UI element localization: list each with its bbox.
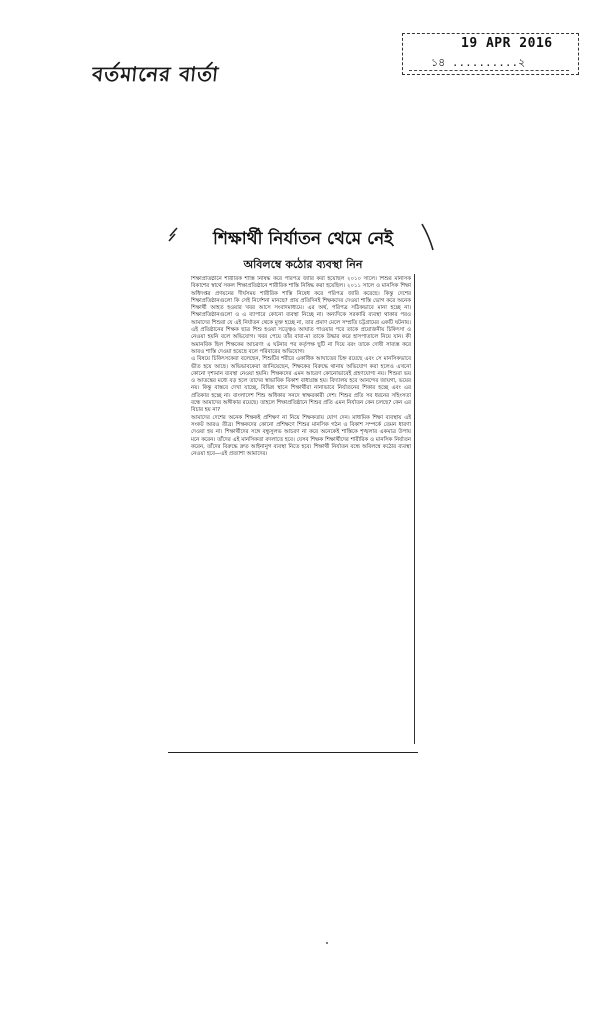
article-headline: শিক্ষার্থী নির্যাতন থেমে নেই — [213, 229, 393, 249]
article-side-rule — [414, 274, 415, 744]
stamp-date: 19 APR 2016 — [461, 36, 553, 51]
newspaper-clipping — [188, 226, 418, 746]
stamp-reference: ১৪ ..........২ — [431, 56, 526, 69]
scan-speck — [326, 942, 328, 944]
article-body — [191, 276, 411, 740]
article-paragraph-1: শিক্ষাপ্রতিষ্ঠানে শারীরিক শাস্তি নিষিদ্ধ করে পরিপত্র জারি করা হয়েছিল ২০১০ সালে। শিশুর মানসিক বিকাশের স্বার্থে সকল শিক্ষাপ্রতিষ্ঠানে শারীরিক শাস্তি নিষিদ্ধ করা হয়েছিল। ২০১১ সালে ও মানসিক শিক্ষা অধিদপ্তর প্রণয়নের দীর্ঘসময় শারীরিক শাস্তি নিষেধ করে পরিপত্র জারি করেছে। কিন্তু দেশের শিক্ষাপ্রতিষ্ঠানগুলো কি সেই নির্দেশনা মানছে? প্রায় প্রতিদিনই শিক্ষকদের দেওয়া শাস্তি ভোগ করে অনেক শিক্ষার্থী আহত হওয়ার খবর আসে সংবাদমাধ্যমে। এর অর্থ, পরিপত্র সঠিকভাবে মানা হচ্ছে না। শিক্ষাপ্রতিষ্ঠানগুলো ও এ ব্যাপারে কোনো ব্যবস্থা নিচ্ছে না। অন্যদিকে সরকারি ব্যবস্থা থাকার পরও আমাদের শিশুরা যে এই নির্যাতন থেকে মুক্ত হচ্ছে না, তার প্রমাণ মেলে সম্প্রতি চট্টগ্রামের একটি ঘটনায়। এই প্রতিষ্ঠানের শিক্ষক ছাত্র শিশু হওয়া সত্ত্বেও আঘাত পাওয়ার পরে তাকে প্রয়োজনীয় চিকিৎসা ও নেওয়া হয়নি বলে অভিযোগ। খবর পেয়ে তাঁর বাবা-মা তাকে উদ্ধার করে হাসপাতালে নিয়ে যান। কী অমানবিক ছিল শিক্ষকের আচরণ! এ ঘটনার পর কর্তৃপক্ষ ছুটি না দিয়ে বরং তাকে দোষী সাব্যস্ত করে আরও শাস্তি দেওয়া হয়েছে বলে পরিবারের অভিযোগ। — [191, 276, 411, 355]
newspaper-masthead: বর্তমানের বার্তা — [91, 62, 221, 86]
article-bottom-rule — [168, 752, 418, 753]
left-quote-mark-icon — [166, 226, 180, 244]
article-paragraph-2: এ বিষয়ে চিকিৎসকেরা বলেছেন, শিশুটির শরীরে একাধিক আঘাতের চিহ্ন রয়েছে এবং সে মানসিকভাবে ভীত হয়ে আছে। অভিভাবকেরা জানিয়েছেন, শিক্ষকের বিরুদ্ধে থানায় অভিযোগ করা হলেও এখনো কোনো দৃশ্যমান ব্যবস্থা নেওয়া হয়নি। শিক্ষকদের এমন আচরণ কোনোভাবেই গ্রহণযোগ্য নয়। শিশুরা ভয় ও আতঙ্কের মধ্যে বড় হলে তাদের স্বাভাবিক বিকাশ বাধাগ্রস্ত হয়। বিদ্যালয় হবে আনন্দের জায়গা, ভয়ের নয়। কিন্তু বাস্তবে দেখা যাচ্ছে, বিভিন্ন স্থানে শিক্ষার্থীরা নানাভাবে নির্যাতনের শিকার হচ্ছে এবং এর প্রতিকার হচ্ছে না। বাংলাদেশ শিশু অধিকার সনদে স্বাক্ষরকারী দেশ। শিশুর প্রতি সব ধরনের সহিংসতা বন্ধে আমাদের অঙ্গীকার রয়েছে। তাহলে শিক্ষাপ্রতিষ্ঠানে শিশুর প্রতি এমন নির্যাতন কেন চলছে? কেন এর বিচার হয় না? — [191, 356, 411, 414]
article-paragraph-3: আমাদের দেশের অনেক শিক্ষকই প্রশিক্ষণ না নিয়ে শিক্ষকতায় যোগ দেন। মাধ্যমিক শিক্ষা ব্যবস্থায় এই সংকট আরও তীব্র। শিক্ষকদের কোনো প্রশিক্ষণে শিশুর মানসিক গঠন ও বিকাশ সম্পর্কে তেমন ধারণা দেওয়া হয় না। শিক্ষার্থীদের সঙ্গে বন্ধুসুলভ আচরণ না করে অনেকেই শাস্তিকে শৃঙ্খলার একমাত্র উপায় মনে করেন। তাঁদের এই মানসিকতা বদলাতে হবে। যেসব শিক্ষক শিক্ষার্থীদের শারীরিক ও মানসিক নির্যাতন করেন, তাঁদের বিরুদ্ধে দ্রুত আইনানুগ ব্যবস্থা নিতে হবে। শিক্ষার্থী নির্যাতন বন্ধে অবিলম্বে কঠোর ব্যবস্থা নেওয়া হবে—এই প্রত্যাশা আমাদের। — [191, 414, 411, 458]
right-bracket-mark-icon — [420, 222, 436, 252]
stamp-dotted-line — [409, 70, 569, 71]
date-stamp — [402, 33, 579, 75]
article-subheadline: অবিলম্বে কঠোর ব্যবস্থা নিন — [243, 258, 363, 271]
